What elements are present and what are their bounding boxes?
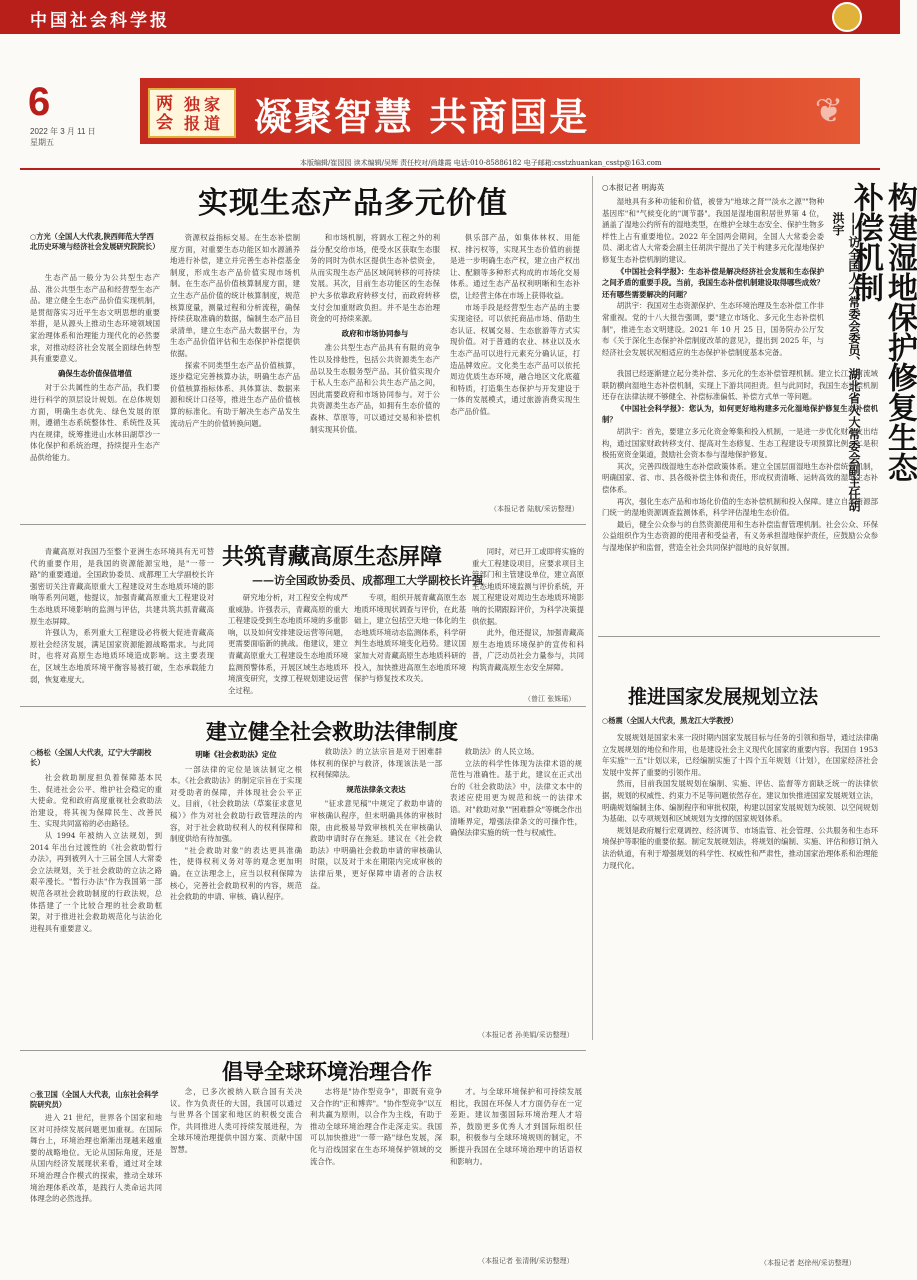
paragraph: 探索不同类型生态产品价值核算，逐步稳定完善核算办法，明确生态产品价值核算指标体系、具体算法、数据来源和统计口径等，推进生态产品价值核算的标准化。有助于解决生态产品发生流动后产生的价值转换问题。 <box>170 360 300 428</box>
article-3-credit: （曾江 张姝瑶） <box>524 695 576 703</box>
paragraph: 准公共型生态产品具有有限的竞争性以及排他性，包括公共资源类生态产品以及生态服务型产品。其价值实现介于私人生态产品和公共生态产品之间，因此需要政府和市场协同参与。对于公共资源类生态产品，如拥有生态价值的森林、草原等，可以通过交易和补偿机制实现其价值。 <box>310 343 440 434</box>
paragraph: 立法的科学性体现为法律术语的规范性与准确性。基于此，建议在正式出台的《社会救助法》中，法律文本中的表述应使用更为规范和统一的法律术语。对"救助对象""困难群众"等概念作出清晰界定，增强法律条文的可操作性，确保法律实施的统一性与权威性。 <box>450 758 582 838</box>
paragraph: 对于公共属性的生态产品，我们要进行科学的顶层设计规划。在总体规划方面，明确生态优先、绿色发展的原则，遵循生态系统整体性、系统性及其内在规律，统筹推进山水林田湖草沙一体化保护和系统治理，持续提升生态产品供给能力。 <box>30 383 160 462</box>
section-rule <box>20 706 586 707</box>
article-6-col-4 <box>450 1086 582 1246</box>
article-1-col-3 <box>310 232 440 516</box>
article-5-credit: （本报记者 赵徐州/采访整理） <box>760 1259 856 1267</box>
staff-line: 本版编辑/崔园园 读术编辑/吴辉 责任校对/尚雄霞 电话:010-85886182 电子邮箱:csstzhuankan_csstp@163.com <box>300 159 662 167</box>
article-4-section-1: 明晰《社会救助法》定位 <box>195 750 277 759</box>
paragraph: 救助法》的人民立场。 <box>464 747 539 756</box>
article-6-headline: 倡导全球环境治理合作 <box>222 1059 432 1084</box>
article-5-body <box>602 732 878 1252</box>
paragraph: 此外，他还提议，加强青藏高原生态地质环境保护的宣传和科普，广泛动员社会力量参与，共同构筑青藏高原生态安全屏障。 <box>472 628 584 672</box>
article-1-section-1: 确保生态价值保值增值 <box>58 368 132 378</box>
paragraph: 从 1994 年被纳入立法规划，到 2014 年出台过渡性的《社会救助暂行办法》，再到被列入十三届全国人大常委会立法规划，关于社会救助的立法之路艰辛漫长。"暂行办法"作为我国第一部规范各项社会救助制度的行政法规，总体搭建了一个比较合理的社会救助框架，对于推进社会救助规范化与法治化进程具有重要意义。 <box>30 830 162 933</box>
article-1-headline: 实现生态产品多元价值 <box>198 186 508 221</box>
article-4-credit: （本报记者 孙美娟/采访整理） <box>478 1031 574 1039</box>
article-3-col-4 <box>472 546 584 694</box>
paragraph: 市场手段是经营型生态产品的主要实现途径。可以依托商品市场、借助生态认证、权属交易、生态旅游等方式实现价值。对于普通的农业、林业以及水生态产品可以进行元素充分确认证，打造品牌效应。文化类生态产品可以依托周边优质生态环境，融合地区文化底蕴和特质，打造集生态保护与开发建设于一体的发展模式，通过旅游消费实现生态产品价值。 <box>450 302 580 416</box>
article-4-col-3 <box>310 746 442 1046</box>
article-2-title: 构建湿地保护修复生态补偿机制 <box>848 182 917 482</box>
paragraph: 才。与全球环境保护和可持续发展相比，我国在环保人才方面仍存在一定差距。建议加强国际环境治理人才培养，鼓励更多优秀人才到国际组织任职，积极参与全球环境规则的制定，不断提升我国在全球环境治理中的话语权和影响力。 <box>450 1087 582 1166</box>
paragraph: 许强认为，系列重大工程建设必将极大促进青藏高原社会经济发展，满足国家资源能源战略需求。与此同时，也将对高原生态地质环境造成影响。这主要表现在，区域生态地质环境平衡容易被打破，生态承载能力弱，恢复难度大。 <box>30 628 214 684</box>
article-6-col-1 <box>30 1112 162 1262</box>
paragraph: 其次，完善四级湿地生态补偿政策体系。建立全国层面湿地生态补偿统筹机制，明确国家、省、市、县各级补偿主体和责任，形成权责清晰、运转高效的湿地生态补偿体系。 <box>602 461 878 494</box>
paragraph: 专项，组织开展青藏高原生态地质环境现状调查与评价，在此基础上，建立包括空天地一体化的生态地质环境动态监测体系，科学研判生态地质环境变化趋势。建议国家加大对青藏高原生态地质科研的投入，加快推进高原生态地质环境保护与修复技术攻关。 <box>354 593 466 684</box>
paragraph: 进入 21 世纪，世界各个国家和地区对可持续发展问题更加重视。在国际舞台上，环境治理也渐渐出现越来越重要的战略地位。无论从国际角度，还是从国内经济发展现状来看，通过对全球环境治理合作模式的探索，推动全球环境治理体系改革，是践行人类命运共同体理念的必然选择。 <box>30 1113 162 1204</box>
article-4-headline: 建立健全社会救助法律制度 <box>206 719 458 744</box>
paragraph: 一部法律的定位是该法制定之根本。《社会救助法》的制定宗旨在于实现对受助者的保障，并体现社会公平正义。目前，《社会救助法（草案征求意见稿）》作为对社会救助行政管理法的内容，对于社会救助权利人的权利保障和制度供给有待加强。 <box>170 764 302 844</box>
paragraph: "征求意见稿"中规定了救助申请的审核确认程序，但未明确具体的审核时限，由此极易导致审核机关在审核确认救助申请时存在拖延。建议在《社会救助法》中明确社会救助申请的审核确认时限，以及对于未在期限内完成审核的法律后果，更好保障申请者的合法权益。 <box>310 799 442 890</box>
article-6-byline: ○张卫国（全国人大代表，山东社会科学院研究员） <box>30 1090 159 1109</box>
article-3-col-1 <box>30 546 214 702</box>
article-5-byline: ○杨震（全国人大代表，黑龙江大学教授） <box>602 716 738 725</box>
article-6-col-2 <box>170 1086 302 1264</box>
paragraph: 同时，对已开工或即将实施的重大工程建设项目，应要求项目主管部门和主管建设单位，建立高原生态地质环境监测与评价系统，开展工程建设对周边生态地质环境影响的长期跟踪评价，为科学决策提供依据。 <box>472 547 584 626</box>
paragraph: "社会救助对象"的表达更具准确性，使得权利义务对等的观念更加明确。在立法理念上，应当以权利保障为核心，完善社会救助权利的内容，规范社会救助的申请、审核、确认程序。 <box>170 845 302 902</box>
article-3-headline: 共筑青藏高原生态屏障 <box>222 544 443 570</box>
paragraph: 规划是政府履行宏观调控、经济调节、市场监管、社会管理、公共服务和生态环境保护等职能的重要依据。制定发展规划法，将规划的编制、实施、评估和修订纳入法治轨道，有利于增强规划的科学性、权威性和严肃性，推动国家治理体系和治理能力现代化。 <box>602 825 878 870</box>
badge-exclusive: 独家报道 <box>184 95 225 133</box>
article-4-col-1 <box>30 772 162 1044</box>
paragraph: 发展规划是国家未来一段时期内国家发展目标与任务的引领和指导，通过法律确立发展规划的地位和作用，也是建设社会主义现代化国家的重要内容。我国自 1953 年实施"一五"计划以来，已经编制实施了十四个五年规划（计划），在国家经济社会发展中发挥了重要的引领作用。 <box>602 733 878 777</box>
article-1-col-1 <box>30 272 160 516</box>
article-1-credit: （本报记者 陆航/采访整理） <box>490 505 579 513</box>
article-6-col-3 <box>310 1086 442 1264</box>
page-number: 6 <box>28 80 51 124</box>
paragraph: 胡洪宇：我国对生态资源保护、生态环境治理及生态补偿工作非常重视。党的十八大报告强调，要"建立市场化、多元化生态补偿机制"，推进生态文明建设。2021 年 10 月 25 日，国务院办公厅发布《关于深化生态保护补偿制度改革的意见》，提出到 2025 年，与经济社会发展状况相适应的生态保护补偿制度基本完备。 <box>602 301 824 357</box>
paragraph: 资源权益指标交易。在生态补偿制度方面，对重要生态功能区如水源涵养地进行补偿，建立并完善生态补偿基金制度，形成生态产品价值实现市场机制。在生态产品价值核算制度方面，建立生态产品价值的统计核算制度，规范核算度量，测量过程和分析流程，确保持续获取准确的数据，编制生态产品目录清单，建立生态产品大数据平台，为生态产品价值评估和生态保护补偿提供依据。 <box>170 233 300 358</box>
masthead <box>0 0 900 152</box>
column-divider <box>592 176 593 1040</box>
article-4-section-2: 规范法律条文表达 <box>346 784 406 794</box>
paragraph: 我国已经逐渐建立起分类补偿、多元化的生态补偿管理机制。建立长江大河流域联防横向湿地生态补偿机制，实现上下游共同担责。但与此同时，我国生态补偿机制还存在法律法规不够健全、补偿标准偏低、补偿方式单一等问题。 <box>602 369 878 402</box>
article-1-byline: ○方光（全国人大代表,陕西师范大学西北历史环境与经济社会发展研究院院长） <box>30 232 160 251</box>
paper-name: 中国社会科学报 <box>30 11 170 31</box>
article-2-part-1 <box>602 196 824 364</box>
section-rule <box>598 636 880 637</box>
publication-date: 2022 年 3 月 11 日 <box>30 127 96 136</box>
paragraph: 念，已多次被纳入联合国有关决议。作为负责任的大国，我国可以通过与世界各个国家和地区的积极交流合作，共同推进人类可持续发展进程，为全球环境治理提供中国方案、贡献中国智慧。 <box>170 1087 302 1154</box>
section-rule <box>20 524 586 525</box>
badge-lianghui: 两会 <box>156 94 173 133</box>
feature-slogan: 凝聚智慧 共商国是 <box>254 94 590 139</box>
paragraph: 青藏高原对我国乃至整个亚洲生态环境具有无可替代的重要作用，是我国的资源能源宝地，是"一带一路"的重要通道。全国政协委员、成都理工大学副校长许强密切关注青藏高原重大工程建设对生态地质环境的影响等系列问题，他提议，加强青藏高原重大工程建设对生态地质环境影响的监测与评估，共建共筑共抓青藏高原生态屏障。 <box>30 547 214 626</box>
dove-icon: ❦ <box>814 91 844 131</box>
article-1-col-4 <box>450 232 580 500</box>
paragraph: 然而，目前我国发展规划在编制、实施、评估、监督等方面缺乏统一的法律依据，规划的权威性、约束力不足等问题依然存在。建议加快推进国家发展规划立法，明确规划编制主体、编制程序和审批权限，构建以国家发展规划为统领、以空间规划为基础、以专项规划和区域规划为支撑的国家规划体系。 <box>602 779 878 824</box>
paragraph: 最后，健全公众参与的自然资源使用和生态补偿监督管理机制。社会公众、环保公益组织作为生态资源的使用者和受益者，有义务承担湿地保护责任，应鼓励公众参与湿地保护和监督，营造全社会共同保护湿地的良好氛围。 <box>602 519 878 552</box>
paragraph: 生态产品一般分为公共型生态产品、准公共型生态产品和经营型生态产品。建立健全生态产品价值实现机制，是贯彻落实习近平生态文明思想的重要举措，是从源头上推动生态环境领域国家治理体系和治理能力现代化的必然要求，对推动经济社会发展全面绿色转型具有重要意义。 <box>30 273 160 364</box>
article-3-col-3 <box>354 592 466 704</box>
article-2-part-2 <box>602 368 878 630</box>
article-3-col-2 <box>228 592 348 704</box>
article-6-credit: （本报记者 张清俐/采访整理） <box>478 1257 574 1265</box>
article-1-col-2 <box>170 232 300 516</box>
article-4-byline: ○杨松（全国人大代表，辽宁大学副校长） <box>30 748 152 767</box>
masthead-rule <box>20 168 880 170</box>
feature-badge <box>148 88 236 138</box>
paragraph: 湿地具有多种功能和价值，被誉为"地球之肾""淡水之源""物种基因库"和"气候变化的"调节器"。我国是湿地面积居世界第 4 位，涵盖了湿地公约所有的湿地类型，在维护全球生态安全、保护生物多样性上占有重要地位。2022 年全国两会期间，全国人大常委会委员、湖北省人大常委会副主任胡洪宇提出了关于构建多元化湿地保护修复生态补偿机制的建议。 <box>602 197 824 264</box>
paragraph: 救助法》的立法宗旨是对于困难群体权利的保护与救济，体现该法是一部权利保障法。 <box>310 747 442 780</box>
interview-question: 《中国社会科学报》：您认为，如何更好地构建多元化湿地保护修复生态补偿机制？ <box>602 403 878 425</box>
article-5-headline: 推进国家发展规划立法 <box>628 686 819 708</box>
article-1-section-2: 政府和市场协同参与 <box>341 328 409 338</box>
paragraph: 志将是"协作型竞争"，即既有竞争又合作的"正和博弈"。"协作型竞争"以互利共赢为原则，以合作为主线，有助于推动全球环境治理合作走深走实。我国可以加快推进"一带一路"绿色发展，深化与沿线国家在生态环境保护领域的交流合作。 <box>310 1087 442 1166</box>
article-4-col-4 <box>450 746 582 1020</box>
paragraph: 再次，强化生态产品和市场化价值的生态补偿机制和投入保障。建立自然资源部门统一的湿地资源调查监测体系，科学评估湿地生态价值。 <box>602 496 878 518</box>
paragraph: 社会救助制度担负着保障基本民生、促进社会公平、维护社会稳定的重大使命。党和政府高度重视社会救助法治建设，将其视为保障民生、改善民生、实现共同富裕的必由路径。 <box>30 773 162 829</box>
article-2-reporter: ○本报记者 明海英 <box>602 183 665 192</box>
article-2-subtitle: ——访全国人大常委会委员、湖北省人大常委会副主任胡洪宇 <box>831 212 861 512</box>
publication-weekday: 星期五 <box>30 138 54 147</box>
paragraph: 和市场机制，将调水工程之外的利益分配交给市场，使受水区获取生态服务的同时为供水区提供生态补偿资金，从而实现生态产品区域间转移的可持续发展。其次，目前生态功能区的生态保护大多依靠政府转移支付，而政府转移支付会加重财政负担。并不是生态治理资金的可持续来源。 <box>310 233 440 324</box>
national-emblem-icon <box>832 2 862 32</box>
section-rule <box>20 1050 586 1051</box>
paragraph: 胡洪宇：首先，要建立多元化资金筹集和投入机制，一是进一步优化财政支出结构，通过国家财政转移支付、提高对生态修复、生态工程建设专项预算比例；二是积极拓宽资金渠道，鼓励社会资本参与湿地保护修复。 <box>602 426 878 460</box>
paragraph: 俱乐部产品，如集体林权、用能权、排污权等，实现其生态价值的前提是进一步明确生态产权，建立由产权出让、配额等多种形式构成的市场化交易体系。通过生态产品权利明晰和生态补偿，让经营主体在市场上获得收益。 <box>450 233 580 300</box>
article-3-subtitle: ——访全国政协委员、成都理工大学副校长许强 <box>252 574 483 587</box>
paragraph: 研究地分析，对工程安全构成严重威胁。许强表示，青藏高原的重大工程建设受到生态地质环境的多重影响，以及如何安排建设运营等问题，更需要面临新的挑战。他建议，建立青藏高原重大工程建设生态地质环境监测预警体系，开展区域生态地质环境演变研究，支撑工程规划建设运营全过程。 <box>228 593 348 695</box>
article-4-col-2 <box>170 746 302 1046</box>
interview-question: 《中国社会科学报》：生态补偿是解决经济社会发展和生态保护之间矛盾的重要手段。当前，我国生态补偿机制建设取得哪些成效？还有哪些需要解决的问题？ <box>602 266 824 299</box>
